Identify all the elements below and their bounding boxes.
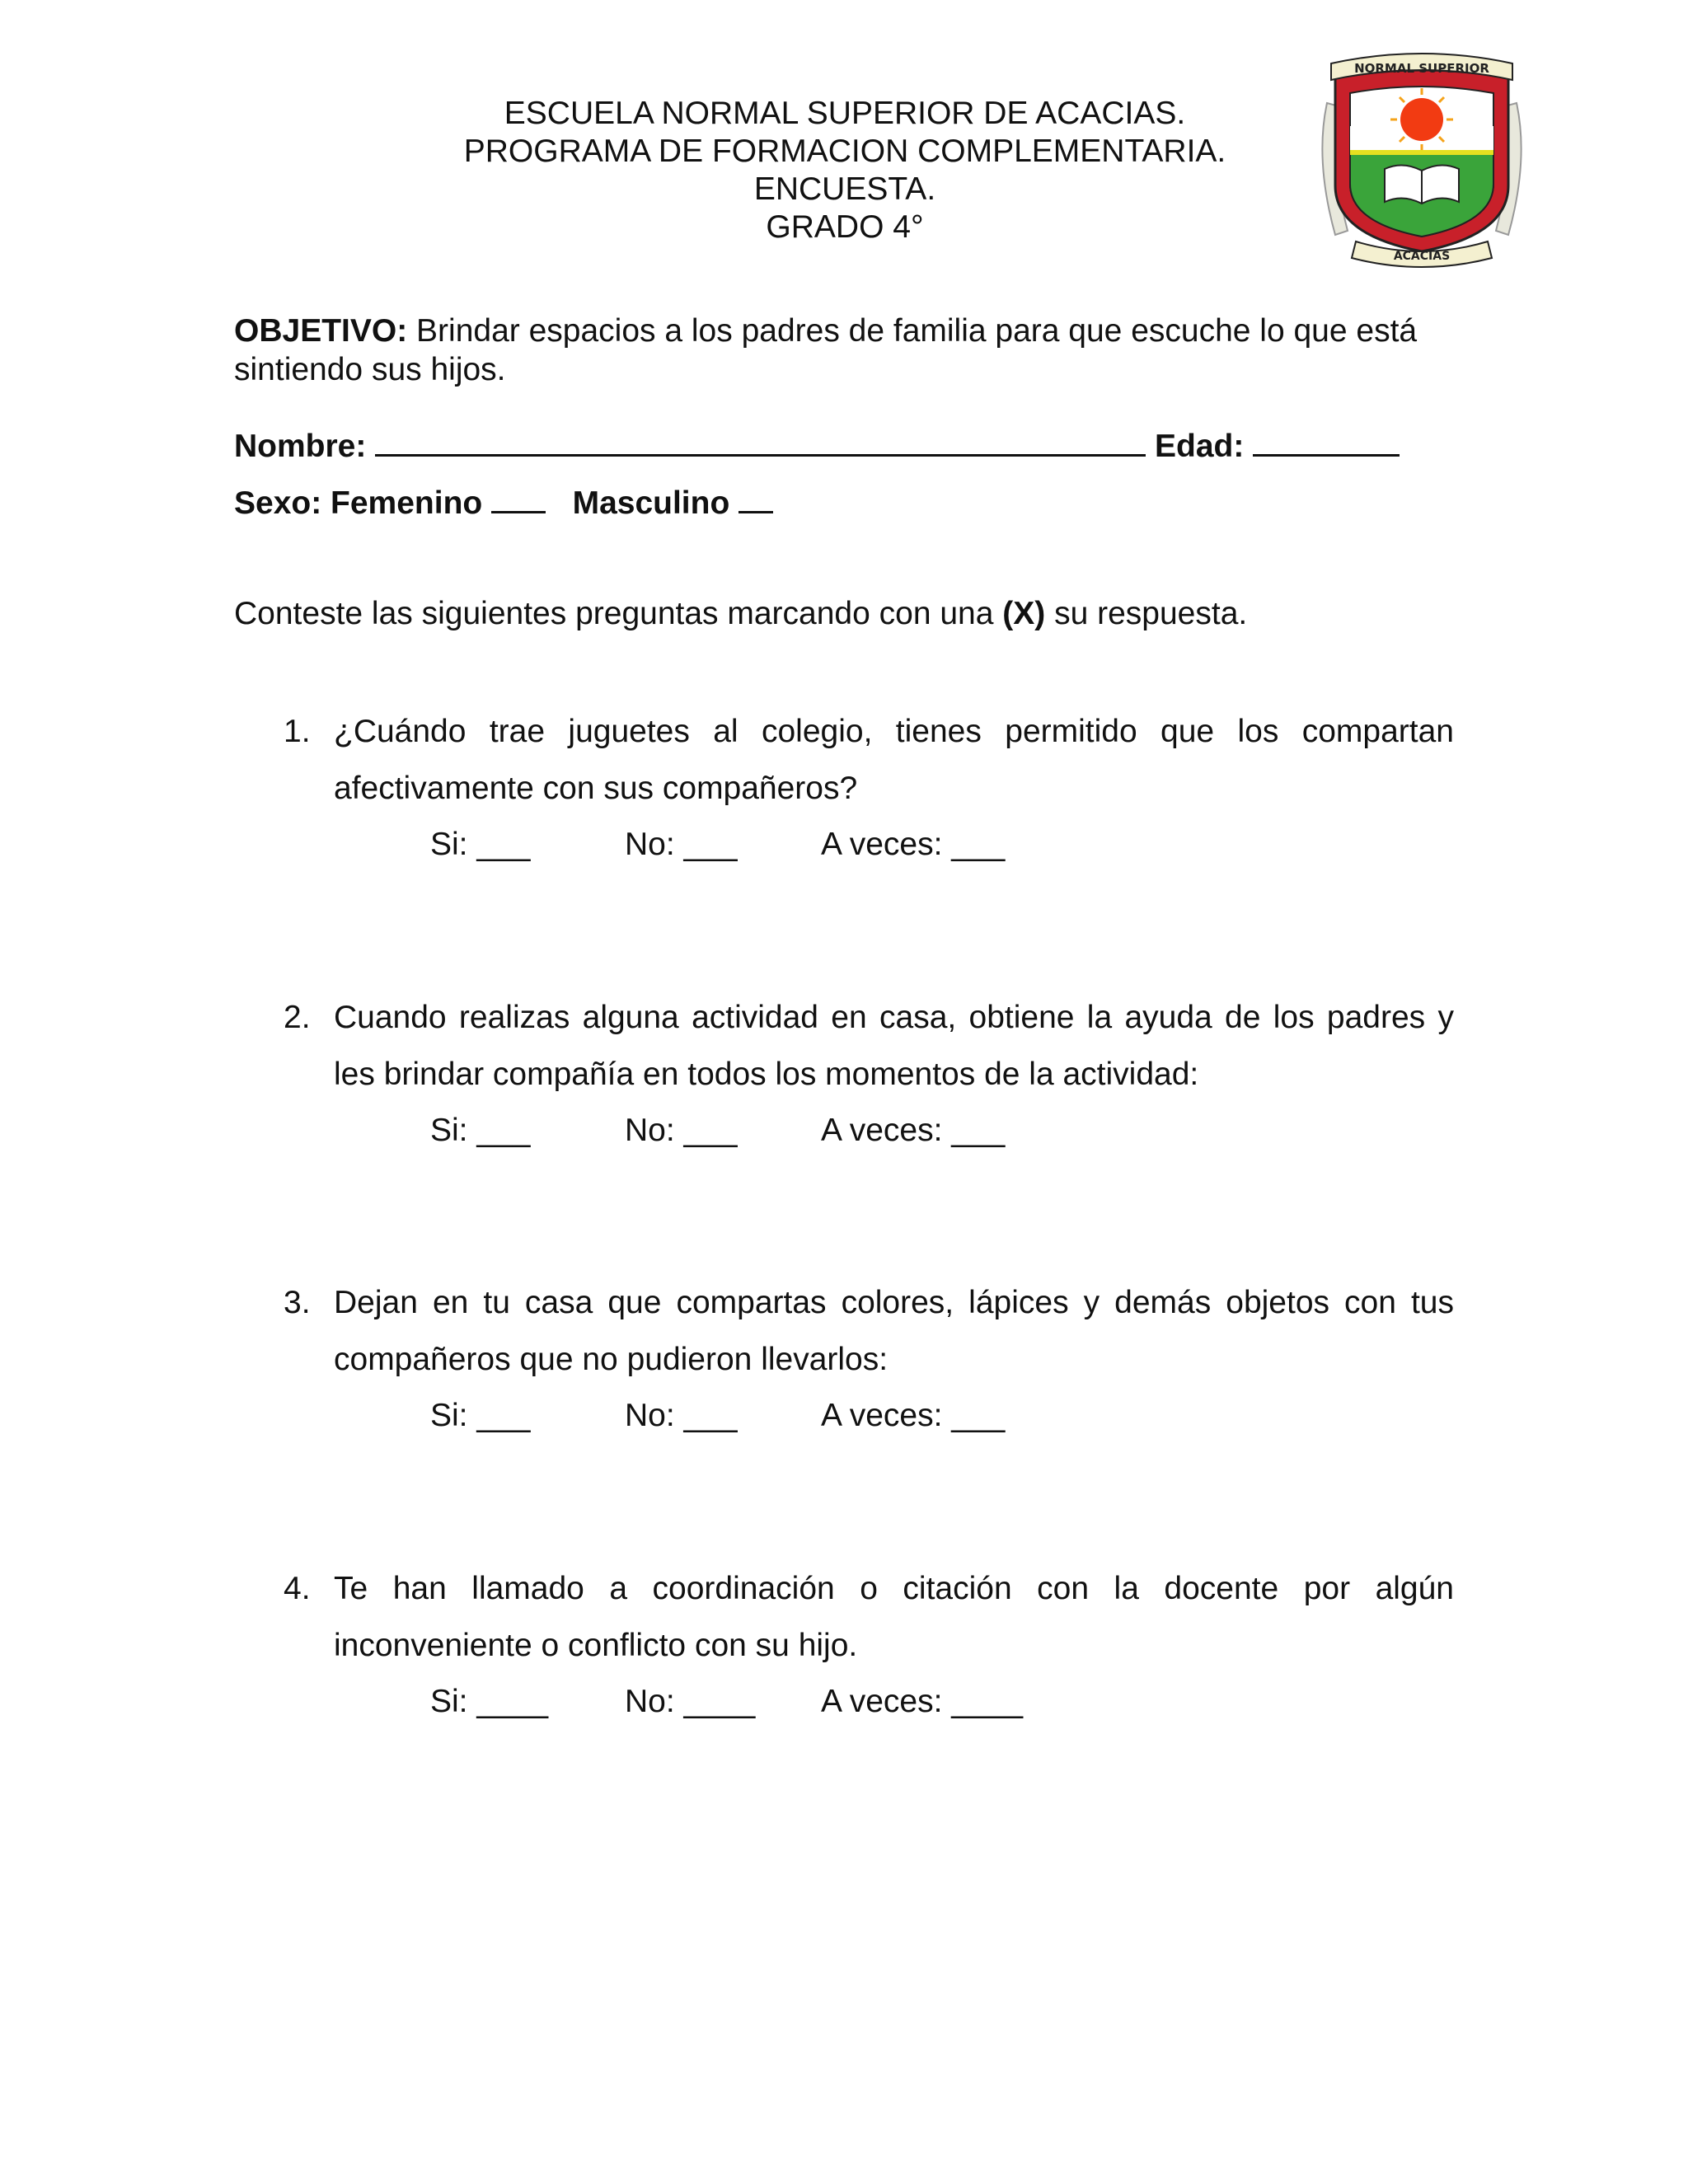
male-field[interactable]: [738, 483, 773, 513]
question-text-line: ¿Cuándo trae juguetes al colegio, tienes permitido que los compartan: [334, 714, 1454, 749]
answer-sometimes[interactable]: A veces: ___: [821, 1398, 1006, 1433]
answer-yes[interactable]: Si: ___: [430, 1113, 531, 1148]
program-name: PROGRAMA DE FORMACION COMPLEMENTARIA.: [463, 134, 1226, 169]
question-text-line: afectivamente con sus compañeros?: [334, 771, 858, 806]
age-label: Edad:: [1155, 429, 1245, 464]
answer-no[interactable]: No: ___: [625, 1398, 738, 1433]
answer-yes[interactable]: Si: ___: [430, 827, 531, 862]
name-label: Nombre:: [234, 429, 367, 464]
objective-paragraph: [234, 312, 1454, 389]
answer-yes[interactable]: Si: ____: [430, 1684, 549, 1719]
answer-no[interactable]: No: ____: [625, 1684, 756, 1719]
document-header: [371, 95, 1319, 246]
question-number: 2.: [284, 1000, 311, 1035]
instructions: [234, 596, 1247, 632]
question-text-line: les brindar compañía en todos los momentos de la actividad:: [334, 1057, 1199, 1092]
question-number: 1.: [284, 714, 311, 749]
sex-row: [234, 483, 773, 522]
question-text-line: Cuando realizas alguna actividad en casa, obtiene la ayuda de los padres y: [334, 1000, 1454, 1035]
school-crest-logo: [1311, 45, 1533, 272]
female-label: Sexo: Femenino: [234, 485, 483, 521]
age-field[interactable]: [1253, 426, 1400, 457]
question-number: 3.: [284, 1285, 311, 1320]
instructions-mark: (X): [1002, 596, 1046, 631]
name-field[interactable]: [375, 426, 1146, 457]
instructions-text-before: Conteste las siguientes preguntas marcando con una: [234, 596, 1003, 631]
answer-yes[interactable]: Si: ___: [430, 1398, 531, 1433]
male-label: Masculino: [572, 485, 730, 521]
question-text-line: inconveniente o conflicto con su hijo.: [334, 1628, 858, 1663]
answer-no[interactable]: No: ___: [625, 1113, 738, 1148]
question-number: 4.: [284, 1571, 311, 1606]
answer-no[interactable]: No: ___: [625, 827, 738, 862]
question-1: [234, 703, 1454, 817]
question-text-line: Te han llamado a coordinación o citación con la docente por algún: [334, 1571, 1454, 1606]
crest-bottom-text: ACACIAS: [1393, 250, 1451, 263]
document-type: ENCUESTA.: [753, 171, 936, 207]
question-text-line: compañeros que no pudieron llevarlos:: [334, 1342, 889, 1377]
instructions-text-after: su respuesta.: [1045, 596, 1248, 631]
question-4: [234, 1560, 1454, 1674]
school-name: ESCUELA NORMAL SUPERIOR DE ACACIAS.: [504, 96, 1186, 131]
question-3: [234, 1274, 1454, 1388]
objective-text: Brindar espacios a los padres de familia para que escuche lo que está sintiendo sus hijos.: [234, 313, 1418, 387]
answer-sometimes[interactable]: A veces: ___: [821, 1113, 1006, 1148]
question-2: [234, 989, 1454, 1103]
question-text-line: Dejan en tu casa que compartas colores, lápices y demás objetos con tus: [334, 1285, 1454, 1320]
female-field[interactable]: [491, 483, 546, 513]
objective-label: OBJETIVO:: [234, 313, 408, 349]
answer-sometimes[interactable]: A veces: ____: [821, 1684, 1024, 1719]
crest-top-text: NORMAL SUPERIOR: [1354, 61, 1489, 76]
name-age-row: [234, 426, 1400, 465]
answer-sometimes[interactable]: A veces: ___: [821, 827, 1006, 862]
grade-label: GRADO 4°: [766, 209, 924, 245]
